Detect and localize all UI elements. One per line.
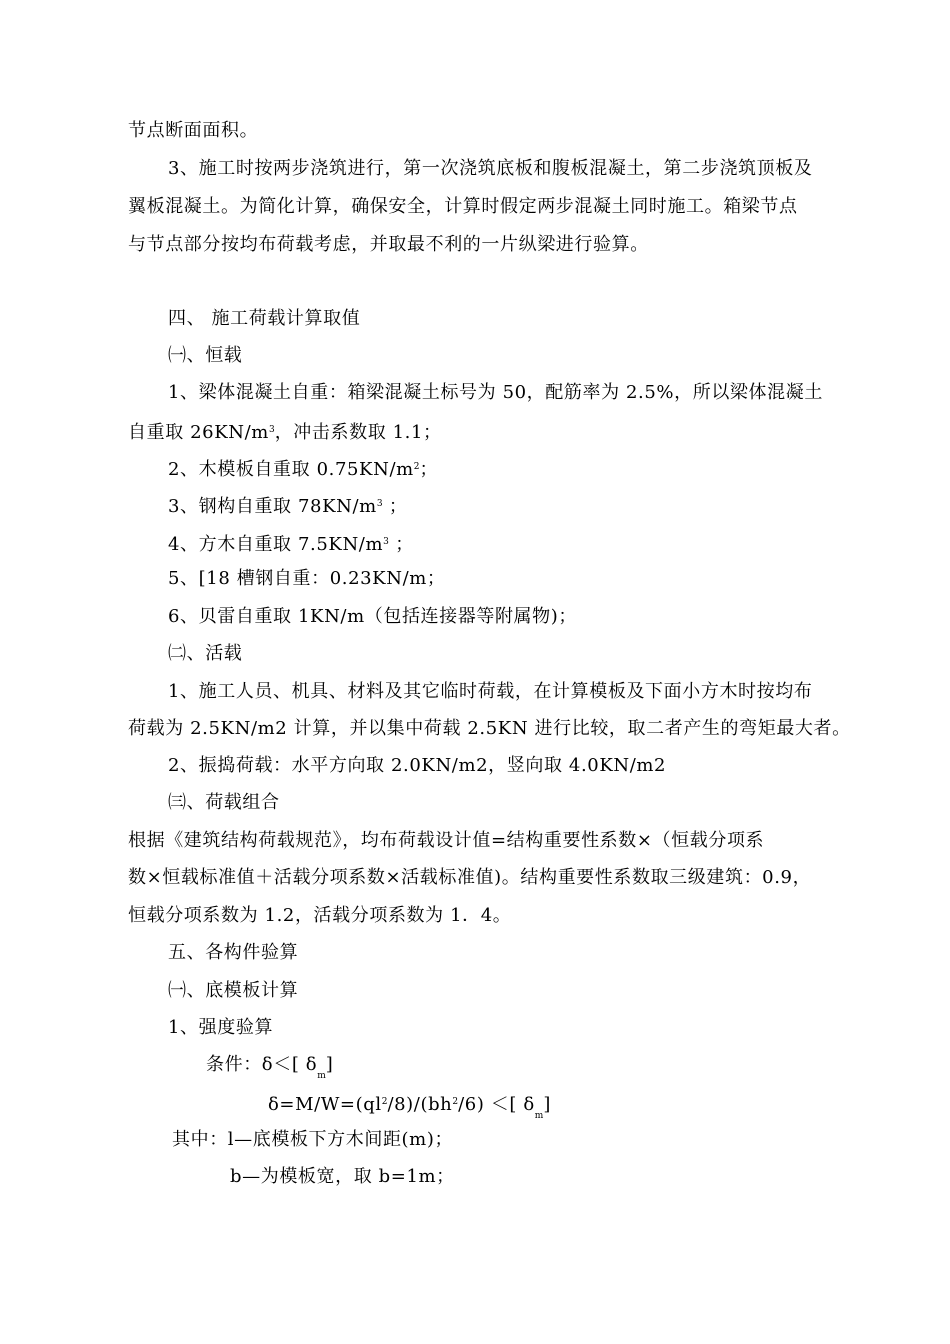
subscript: m [534, 1111, 544, 1121]
subsection-heading: ㈠、恒载 [168, 345, 243, 366]
paragraph-line: 与节点部分按均布荷载考虑，并取最不利的一片纵梁进行验算。 [128, 234, 649, 255]
list-item: 2、振捣荷载：水平方向取 2.0KN/m2，竖向取 4.0KN/m2 [168, 755, 667, 776]
superscript: 2 [413, 462, 420, 472]
subsection-heading: 1、强度验算 [168, 1017, 274, 1038]
subsection-heading: ㈡、活载 [168, 643, 243, 664]
superscript: 2 [381, 1097, 388, 1107]
section-heading: 五、各构件验算 [168, 942, 299, 963]
superscript: 3 [268, 425, 275, 435]
paragraph-line: 1、梁体混凝土自重：箱梁混凝土标号为 50，配筋率为 2.5%，所以梁体混凝土 [168, 382, 823, 403]
superscript: 2 [452, 1097, 459, 1107]
superscript: 3 [383, 537, 389, 547]
paragraph-line: 节点断面面积。 [128, 120, 259, 141]
paragraph-line: 自重取 $26KN/m^3$，冲击系数取 1.1； [128, 422, 442, 443]
paragraph-line: 根据《建筑结构荷载规范》，均布荷载设计值=结构重要性系数×（恒载分项系 [128, 830, 765, 851]
subsection-heading: ㈠、底模板计算 [168, 980, 299, 1001]
paragraph-line: 数×恒载标准值＋活载分项系数×活载标准值)。结构重要性系数取三级建筑：0.9， [128, 867, 812, 888]
list-item: 3、钢构自重取 $78KN/m^3$ ； [168, 496, 408, 517]
list-item: 2、木模板自重取 $0.75KN/m^2$； [168, 459, 439, 480]
formula: $\delta=M/W=(ql^2/8)/(bh^2/6)$ ＜[ $\delta_m$] [268, 1094, 551, 1121]
variable-definition: 其中：l—底模板下方木间距(m)； [172, 1129, 454, 1150]
subsection-heading: ㈢、荷载组合 [168, 792, 280, 813]
formula-condition: 条件：δ＜[ $\delta_m$] [206, 1054, 334, 1081]
paragraph-line: 翼板混凝土。为简化计算，确保安全，计算时假定两步混凝土同时施工。箱梁节点 [128, 196, 798, 217]
subscript: m [317, 1071, 326, 1081]
list-item: 4、方木自重取 $7.5KN/m^3$ ； [168, 534, 414, 555]
paragraph-line: 1、施工人员、机具、材料及其它临时荷载，在计算模板及下面小方木时按均布 [168, 681, 813, 702]
paragraph-line: 3、施工时按两步浇筑进行，第一次浇筑底板和腹板混凝土，第二步浇筑顶板及 [168, 158, 813, 179]
paragraph-line: 恒载分项系数为 1.2，活载分项系数为 1．4。 [128, 905, 512, 926]
paragraph-line: 荷载为 2.5KN/m2 计算，并以集中荷载 2.5KN 进行比较，取二者产生的弯矩最大者。 [128, 718, 851, 739]
superscript: 3 [376, 499, 383, 509]
list-item: 5、[18 槽钢自重：0.23KN/m； [168, 568, 446, 589]
section-heading: 四、 施工荷载计算取值 [168, 308, 361, 329]
variable-definition: b—为模板宽，取 b=1m； [230, 1166, 455, 1187]
list-item: 6、贝雷自重取 1KN/m（包括连接器等附属物)； [168, 606, 577, 627]
